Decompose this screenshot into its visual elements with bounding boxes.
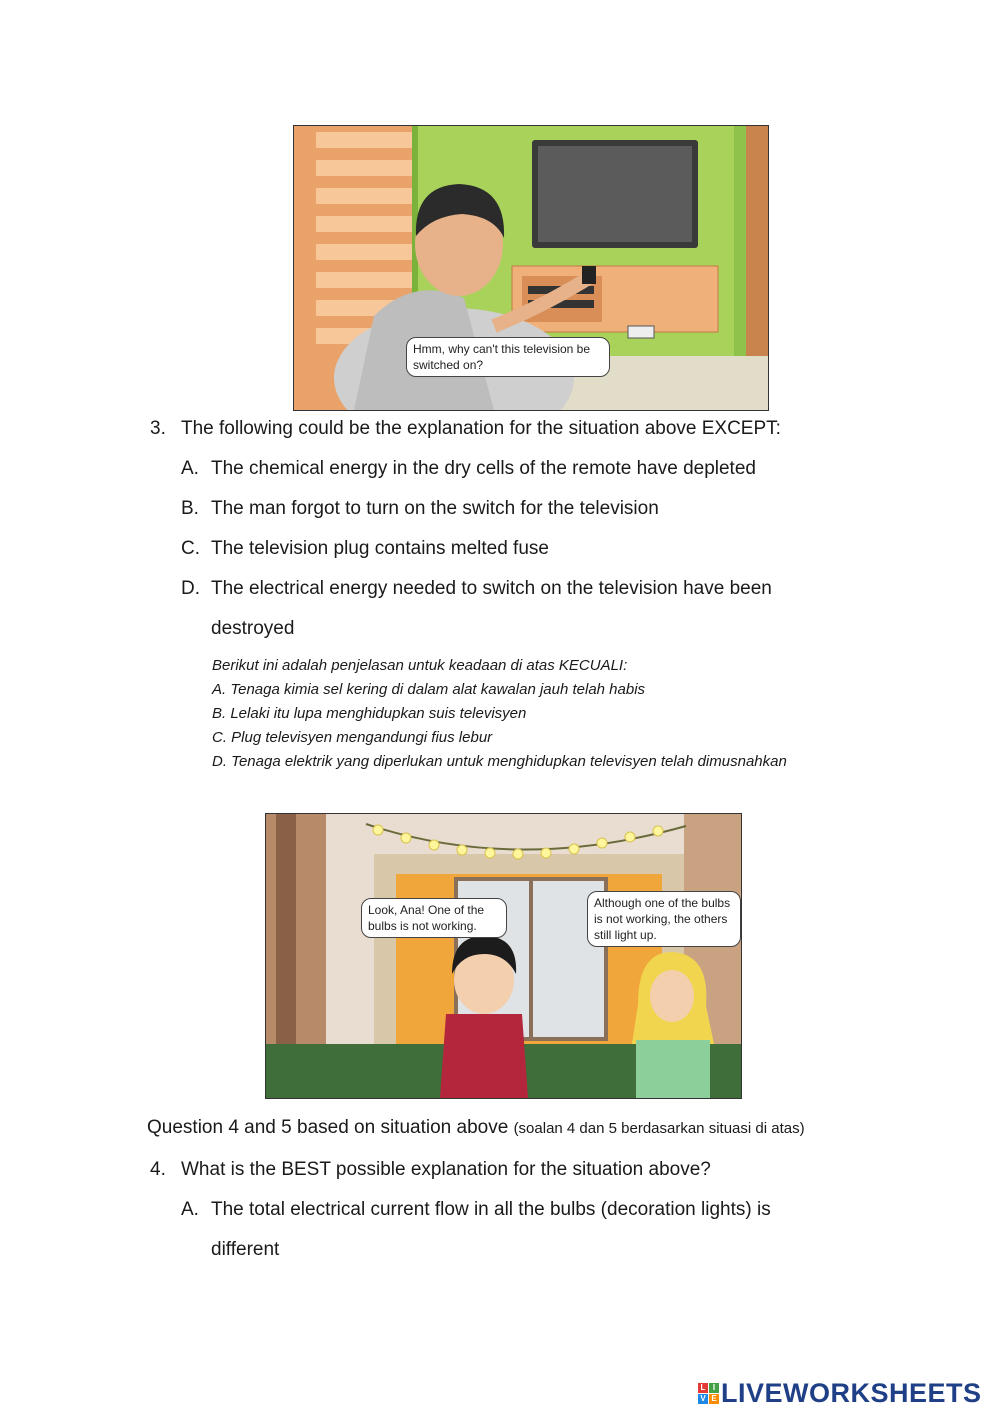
logo-mark-icon xyxy=(698,1383,719,1404)
q4-option-a-continuation: different xyxy=(211,1239,280,1260)
q3-option-c-letter: C. xyxy=(181,538,200,559)
q3-option-b-text: The man forgot to turn on the switch for the television xyxy=(211,498,659,519)
question-3-text: The following could be the explanation for the situation above EXCEPT: xyxy=(181,418,781,439)
question-4-5-intro xyxy=(147,1117,805,1139)
q3-option-a-text: The chemical energy in the dry cells of the remote have depleted xyxy=(211,458,756,479)
bulbs-scene xyxy=(266,814,741,1098)
q3-option-b-letter: B. xyxy=(181,498,199,519)
q3-option-c-text: The television plug contains melted fuse xyxy=(211,538,549,559)
q3-option-a-letter: A. xyxy=(181,458,199,479)
logo-letter-e: E xyxy=(709,1394,719,1404)
bulbs-speech-bubble-left: Look, Ana! One of the bulbs is not working. xyxy=(361,898,507,938)
q4-option-a-text: The total electrical current flow in all the bulbs (decoration lights) is xyxy=(211,1199,771,1220)
bulbs-speech-bubble-right: Although one of the bulbs is not working, the others still light up. xyxy=(587,891,741,947)
logo-letter-i: I xyxy=(709,1383,719,1393)
logo-text: LIVEWORKSHEETS xyxy=(721,1377,982,1408)
question-3-number: 3. xyxy=(150,418,166,439)
q3-malay-option-b: B. Lelaki itu lupa menghidupkan suis televisyen xyxy=(212,705,527,722)
logo-letter-l: L xyxy=(698,1383,708,1393)
q3-malay-intro: Berikut ini adalah penjelasan untuk keadaan di atas KECUALI: xyxy=(212,657,628,674)
liveworksheets-logo xyxy=(698,1378,982,1408)
intro-malay: (soalan 4 dan 5 berdasarkan situasi di atas) xyxy=(513,1120,805,1137)
bulbs-illustration xyxy=(265,813,742,1099)
logo-letter-v: V xyxy=(698,1394,708,1404)
q3-option-d-continuation: destroyed xyxy=(211,618,295,639)
q3-malay-option-a: A. Tenaga kimia sel kering di dalam alat kawalan jauh telah habis xyxy=(212,681,646,698)
q3-malay-option-c: C. Plug televisyen mengandungi fius lebur xyxy=(212,729,493,746)
q3-option-d-letter: D. xyxy=(181,578,200,599)
q3-option-d-text: The electrical energy needed to switch on the television have been xyxy=(211,578,772,599)
tv-illustration xyxy=(293,125,769,411)
q3-malay-option-d: D. Tenaga elektrik yang diperlukan untuk menghidupkan televisyen telah dimusnahkan xyxy=(212,753,787,770)
intro-english: Question 4 and 5 based on situation above xyxy=(147,1117,509,1138)
question-4-text: What is the BEST possible explanation for the situation above? xyxy=(181,1159,711,1180)
q4-option-a-letter: A. xyxy=(181,1199,199,1220)
question-4-number: 4. xyxy=(150,1159,166,1180)
tv-speech-bubble: Hmm, why can't this television be switched on? xyxy=(406,337,610,377)
